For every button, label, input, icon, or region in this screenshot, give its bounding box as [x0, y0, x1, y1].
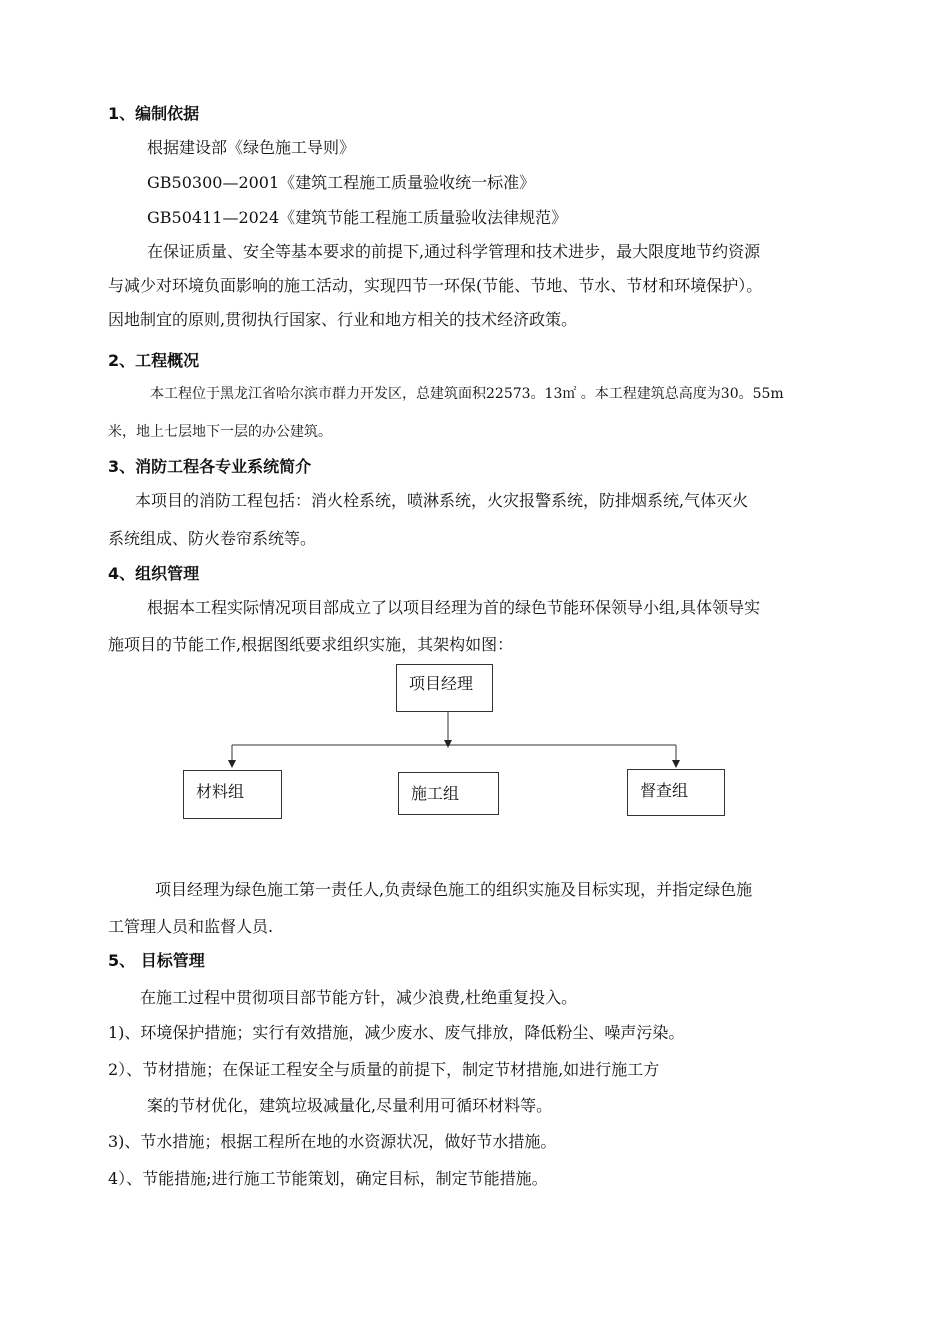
org-box-construction-group: [398, 772, 499, 815]
goal-intro: 在施工过程中贯彻项目部节能方针，减少浪费,杜绝重复投入。: [140, 988, 578, 1007]
measure-item: 4）、节能措施;进行施工节能策划，确定目标，制定节能措施。: [108, 1169, 548, 1188]
section-2-heading: 2、工程概况: [108, 351, 200, 370]
basis-paragraph-line-3: 因地制宜的原则,贯彻执行国家、行业和地方相关的技术经济政策。: [108, 310, 578, 329]
section-3-heading: 3、消防工程各专业系统简介: [108, 457, 312, 476]
responsibility-line-2: 工管理人员和监督人员.: [108, 917, 274, 936]
arrow-middle-icon: [444, 740, 452, 748]
org-paragraph-line-1: 根据本工程实际情况项目部成立了以项目经理为首的绿色节能环保领导小组,具体领导实: [147, 598, 761, 617]
org-box-label: 督查组: [640, 781, 689, 800]
overview-line-1: 本工程位于黑龙江省哈尔滨市群力开发区，总建筑面积22573。13㎡ 。本工程建筑总高度为30。55m: [150, 386, 784, 402]
measure-item: 2）、节材措施；在保证工程安全与质量的前提下，制定节材措施,如进行施工方: [108, 1060, 660, 1079]
org-box-project-manager: [396, 664, 493, 712]
fire-systems-line-1: 本项目的消防工程包括：消火栓系统，喷淋系统，火灾报警系统，防排烟系统,气体灭火: [135, 491, 749, 510]
overview-line-2: 米，地上七层地下一层的办公建筑。: [108, 424, 332, 440]
measure-item-continued: 案的节材优化，建筑垃圾减量化,尽量利用可循环材料等。: [147, 1096, 553, 1115]
org-box-label: 施工组: [411, 784, 460, 803]
measure-item: 3)、节水措施；根据工程所在地的水资源状况，做好节水措施。: [108, 1132, 557, 1151]
org-box-label: 材料组: [196, 782, 245, 801]
org-box-inspection-group: [627, 769, 725, 816]
section-4-heading: 4、组织管理: [108, 564, 200, 583]
basis-paragraph-line-1: 在保证质量、安全等基本要求的前提下,通过科学管理和技术进步，最大限度地节约资源: [147, 242, 761, 261]
basis-item-1: 根据建设部《绿色施工导则》: [147, 138, 356, 157]
measure-item: 1)、环境保护措施；实行有效措施，减少废水、废气排放，降低粉尘、噪声污染。: [108, 1023, 685, 1042]
org-box-materials-group: [183, 770, 282, 819]
responsibility-line-1: 项目经理为绿色施工第一责任人,负责绿色施工的组织实施及目标实现，并指定绿色施: [155, 880, 753, 899]
basis-paragraph-line-2: 与减少对环境负面影响的施工活动，实现四节一环保(节能、节地、节水、节材和环境保护）。: [108, 276, 763, 295]
section-5-heading: 5、 目标管理: [108, 951, 205, 970]
basis-item-2: GB50300—2001《建筑工程施工质量验收统一标准》: [147, 173, 536, 192]
org-paragraph-line-2: 施项目的节能工作,根据图纸要求组织实施，其架构如图：: [108, 635, 514, 654]
section-1-heading: 1、编制依据: [108, 104, 200, 123]
org-box-label: 项目经理: [409, 674, 474, 693]
fire-systems-line-2: 系统组成、防火卷帘系统等。: [108, 529, 317, 548]
basis-item-3: GB50411—2024《建筑节能工程施工质量验收法律规范》: [147, 208, 568, 227]
arrow-left-icon: [228, 760, 236, 768]
arrow-right-icon: [672, 760, 680, 768]
